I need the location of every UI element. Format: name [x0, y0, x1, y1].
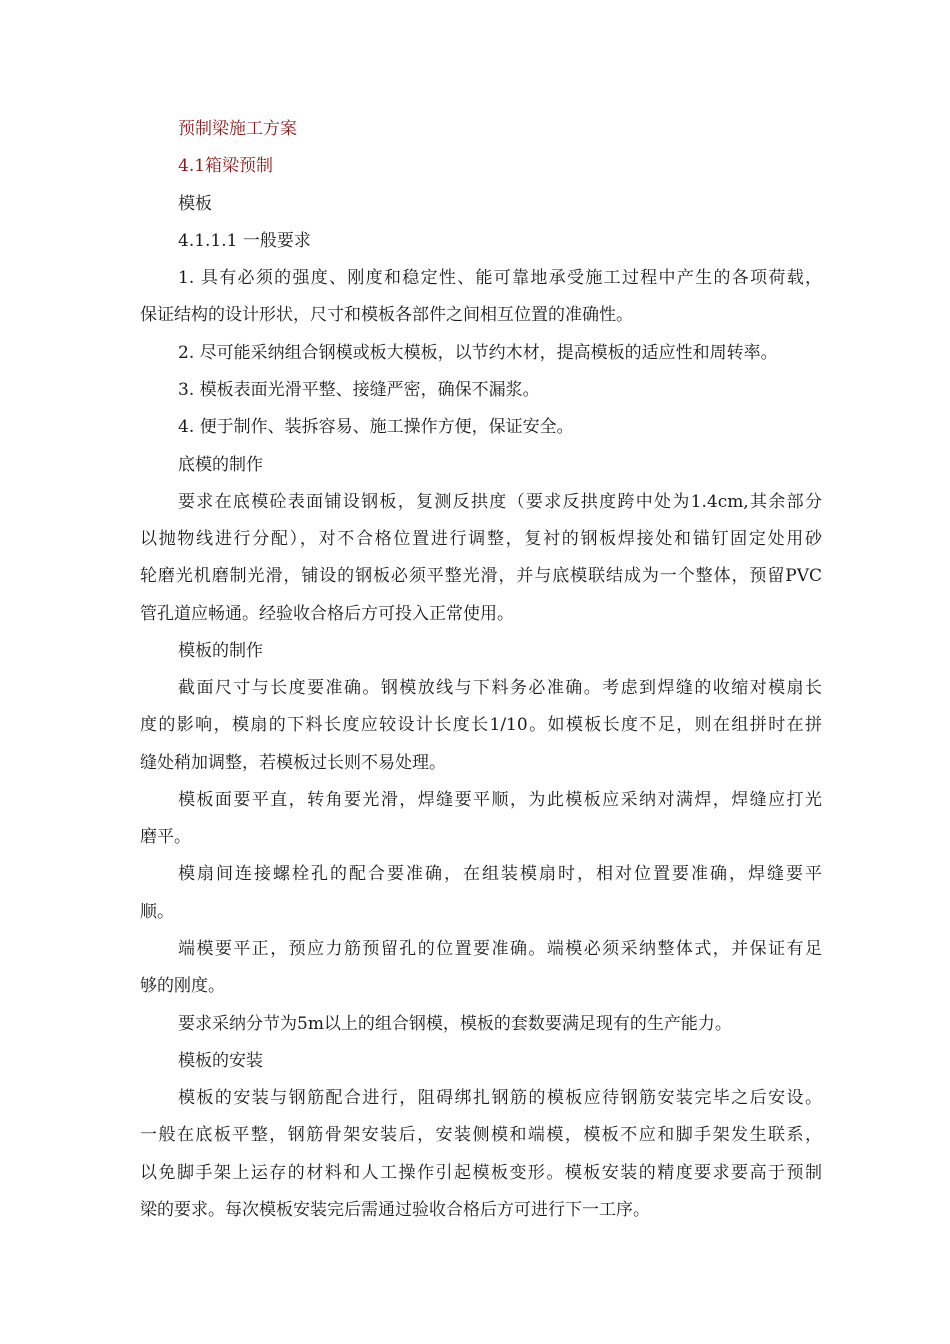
heading-form-install: 模板的安装 [178, 1051, 263, 1071]
form-making-line-2: 度的影响，模扇的下料长度应较设计长度长1/10。如模板长度不足，则在组拼时在拼 [140, 715, 822, 735]
install-line-1: 模板的安装与钢筋配合进行，阻碍绑扎钢筋的模板应待钢筋安装完毕之后安设。 [178, 1088, 822, 1108]
requirement-4: 4. 便于制作、装拆容易、施工操作方便，保证安全。 [178, 417, 574, 437]
requirement-2: 2. 尽可能采纳组合钢模或板大模板，以节约木材，提高模板的适应性和周转率。 [178, 343, 778, 363]
requirement-3: 3. 模板表面光滑平整、接缝严密，确保不漏浆。 [178, 380, 540, 400]
bottom-form-line-1: 要求在底模砼表面铺设钢板，复测反拱度（要求反拱度跨中处为1.4cm,其余部分 [178, 492, 822, 512]
subheading-general-requirements: 4.1.1.1 一般要求 [178, 231, 311, 251]
heading-form-making: 模板的制作 [178, 641, 263, 661]
subheading-moban: 模板 [178, 194, 212, 214]
form-making-line-3: 缝处稍加调整，若模板过长则不易处理。 [140, 753, 446, 773]
bottom-form-line-3: 轮磨光机磨制光滑，铺设的钢板必须平整光滑，并与底模联结成为一个整体，预留PVC [140, 566, 822, 586]
end-form-line-2: 够的刚度。 [140, 976, 225, 996]
heading-bottom-form: 底模的制作 [178, 455, 263, 475]
bolt-hole-line-1: 模扇间连接螺栓孔的配合要准确，在组装模扇时，相对位置要准确，焊缝要平 [178, 864, 822, 884]
flatness-line-2: 磨平。 [140, 827, 191, 847]
install-line-3: 以免脚手架上运存的材料和人工操作引起模板变形。模板安装的精度要求要高于预制 [140, 1163, 822, 1183]
form-making-line-1: 截面尺寸与长度要准确。钢模放线与下料务必准确。考虑到焊缝的收缩对模扇长 [178, 678, 822, 698]
bottom-form-line-4: 管孔道应畅通。经验收合格后方可投入正常使用。 [140, 604, 514, 624]
requirement-1-line-1: 1. 具有必须的强度、刚度和稳定性、能可靠地承受施工过程中产生的各项荷载， [178, 268, 822, 288]
bolt-hole-line-2: 顺。 [140, 902, 174, 922]
document-title: 预制梁施工方案 [178, 119, 297, 139]
requirement-1-line-2: 保证结构的设计形状，尺寸和模板各部件之间相互位置的准确性。 [140, 305, 633, 325]
bottom-form-line-2: 以抛物线进行分配），对不合格位置进行调整，复衬的钢板焊接处和锚钉固定处用砂 [140, 529, 822, 549]
install-line-4: 梁的要求。每次模板安装完后需通过验收合格后方可进行下一工序。 [140, 1200, 650, 1220]
flatness-line-1: 模板面要平直，转角要光滑，焊缝要平顺，为此模板应采纳对满焊，焊缝应打光 [178, 790, 822, 810]
section-heading: 4.1箱梁预制 [178, 156, 274, 176]
segment-requirement: 要求采纳分节为5m以上的组合钢模，模板的套数要满足现有的生产能力。 [178, 1014, 732, 1034]
install-line-2: 一般在底板平整，钢筋骨架安装后，安装侧模和端模，模板不应和脚手架发生联系， [140, 1125, 822, 1145]
end-form-line-1: 端模要平正，预应力筋预留孔的位置要准确。端模必须采纳整体式，并保证有足 [178, 939, 822, 959]
